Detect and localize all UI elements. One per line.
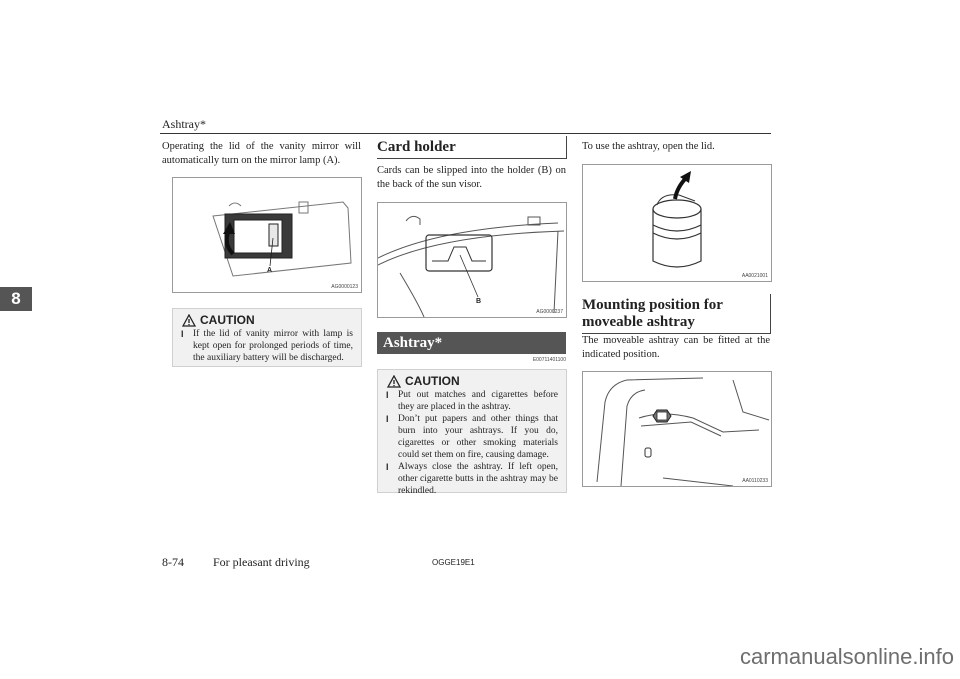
caution-item [378,461,566,497]
bullet-icon: l [386,414,389,424]
image-code: AA0021001 [741,273,768,279]
header-rule [160,133,771,134]
mounting-illustration [582,371,772,487]
caution-box-ashtray [377,369,567,496]
image-code: AG0000123 [331,284,358,290]
caution-item [173,328,361,364]
caution-item [378,413,566,461]
label-b: B [476,298,482,305]
image-code: AA0110233 [742,478,768,484]
page-number: 8-74 [162,555,184,569]
caution-text: Don’t put papers and other things that burn into your ashtrays. If you do, cigarettes or other smoking materials could set them on fire, causing damage. [398,414,558,460]
caution-box-vanity [172,308,362,367]
caution-title: CAUTION [405,374,460,388]
caution-title: CAUTION [200,313,255,327]
caution-header [173,309,361,328]
ashtray-intro-text: To use the ashtray, open the lid. [582,141,715,152]
bullet-icon: l [386,462,389,472]
sun-visor-back-drawing [378,203,566,317]
mounting-heading: Mounting position for moveable ashtray [582,294,771,334]
ashtray-lid-drawing [583,165,771,281]
console-mount-drawing [583,372,771,486]
image-code: AG0000237 [536,309,563,315]
caution-text: Always close the ashtray. If left open, other cigarette butts in the ashtray may be rekindled. [398,462,558,496]
bullet-icon: l [386,390,389,400]
watermark: carmanualsonline.info [739,644,954,669]
card-holder-illustration [377,202,567,318]
caution-item [378,389,566,413]
card-holder-heading: Card holder [377,136,567,159]
card-holder-text: Cards can be slipped into the holder (B) on the back of the sun visor. [377,165,566,190]
caution-header [378,370,566,389]
vanity-mirror-illustration [172,177,362,293]
caution-text: If the lid of vanity mirror with lamp is kept open for prolonged periods of time, the auxiliary battery will be discharged. [193,329,353,363]
mounting-text: The moveable ashtray can be fitted at the indicated position. [582,335,770,360]
bullet-icon: l [181,329,184,339]
warning-triangle-icon [387,375,401,388]
ashtray-illustration [582,164,772,282]
running-header: Ashtray* [162,117,206,131]
label-a: A [267,267,273,274]
manual-code: OGGE19E1 [432,558,475,567]
sun-visor-mirror-drawing [173,178,361,292]
ashtray-heading: Ashtray* [377,332,566,354]
caution-text: Put out matches and cigarettes before they are placed in the ashtray. [398,390,558,412]
vanity-mirror-text: Operating the lid of the vanity mirror will automatically turn on the mirror lamp (A). [162,141,361,166]
footer-section-title: For pleasant driving [213,555,310,569]
chapter-tab: 8 [0,287,32,311]
ashtray-section-code: E00711401100 [532,357,566,363]
warning-triangle-icon [182,314,196,327]
